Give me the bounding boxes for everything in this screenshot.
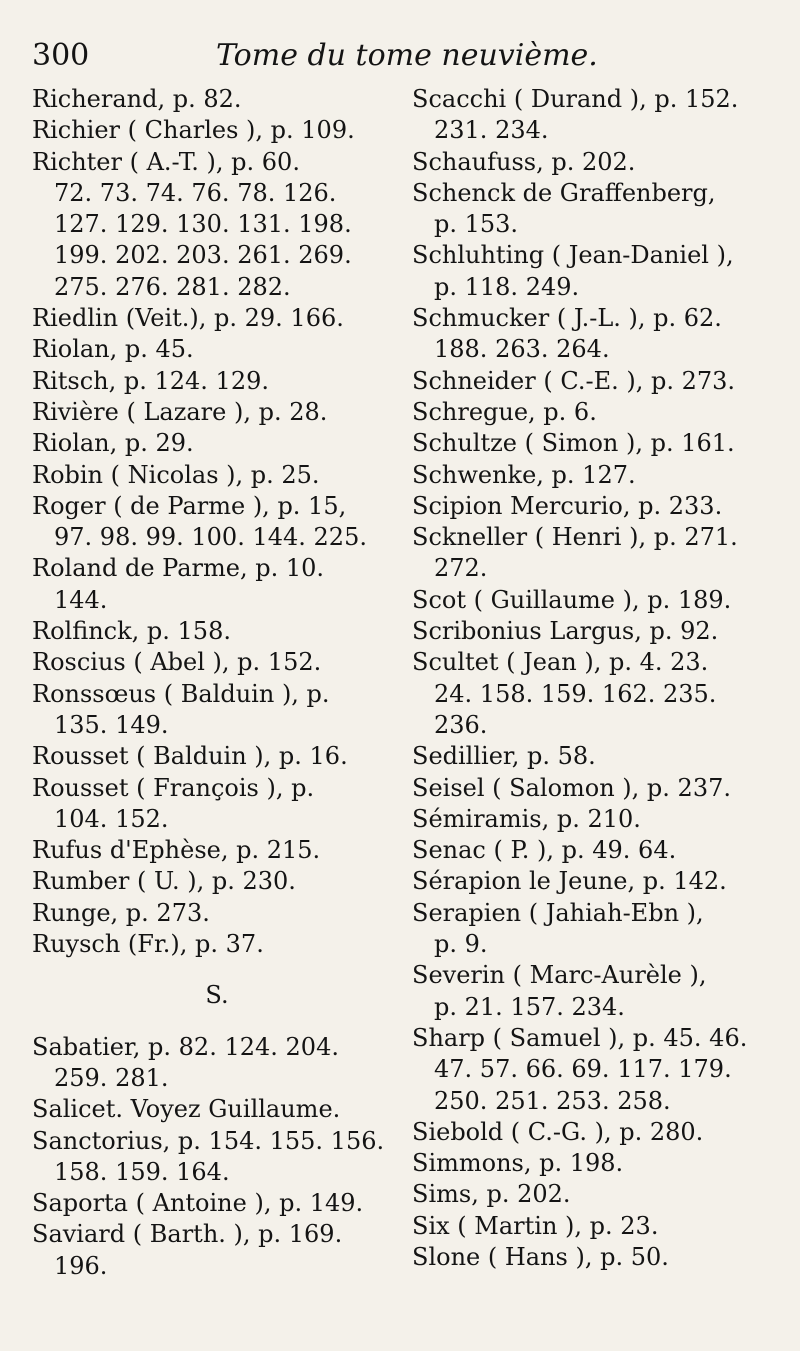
index-entry: Serapien ( Jahiah-Ebn ),: [412, 898, 704, 927]
index-entry: Richier ( Charles ), p. 109.: [32, 116, 355, 145]
index-entry: Rumber ( U. ), p. 230.: [32, 867, 296, 896]
index-entry: Richter ( A.-T. ), p. 60.: [32, 147, 300, 176]
index-entry: Sérapion le Jeune, p. 142.: [412, 867, 727, 896]
index-entry: Schluhting ( Jean-Daniel ),: [412, 241, 734, 270]
index-entry: Schenck de Graffenberg,: [412, 178, 716, 207]
index-entry: Schwenke, p. 127.: [412, 460, 636, 489]
index-entry: Ruysch (Fr.), p. 37.: [32, 930, 264, 959]
index-entry: Richerand, p. 82.: [32, 85, 242, 113]
right-column: [412, 84, 772, 1273]
section-spacer: [32, 1012, 402, 1032]
index-entry: Seisel ( Salomon ), p. 237.: [412, 773, 731, 802]
index-entry: Sims, p. 202.: [412, 1180, 571, 1209]
index-entry: Scultet ( Jean ), p. 4. 23.: [412, 648, 709, 677]
index-entry-continuation: 47. 57. 66. 69. 117. 179.: [434, 1055, 732, 1084]
index-entry: Schmucker ( J.-L. ), p. 62.: [412, 304, 722, 333]
index-entry-continuation: p. 9.: [434, 930, 488, 959]
index-entry: Roland de Parme, p. 10.: [32, 554, 325, 583]
index-entry-continuation: 196.: [54, 1251, 108, 1280]
index-entry: Simmons, p. 198.: [412, 1149, 624, 1178]
left-column: [32, 84, 402, 1282]
index-entry: Saviard ( Barth. ), p. 169.: [32, 1220, 343, 1249]
index-entry: Six ( Martin ), p. 23.: [412, 1211, 659, 1240]
index-entry-continuation: 250. 251. 253. 258.: [434, 1086, 671, 1115]
index-entry: Scacchi ( Durand ), p. 152.: [412, 85, 739, 113]
index-entry: Scribonius Largus, p. 92.: [412, 617, 719, 646]
index-entry: Sckneller ( Henri ), p. 271.: [412, 523, 738, 552]
index-entry: Saporta ( Antoine ), p. 149.: [32, 1189, 364, 1218]
index-entry: Roger ( de Parme ), p. 15,: [32, 491, 347, 520]
index-entry: Sanctorius, p. 154. 155. 156.: [32, 1126, 385, 1155]
index-entry-continuation: 72. 73. 74. 76. 78. 126.: [54, 178, 337, 207]
index-entry: Roscius ( Abel ), p. 152.: [32, 648, 322, 677]
index-entry: Scipion Mercurio, p. 233.: [412, 491, 723, 520]
index-entry-continuation: 199. 202. 203. 261. 269.: [54, 241, 352, 270]
index-entry-continuation: 127. 129. 130. 131. 198.: [54, 210, 352, 239]
index-entry-continuation: 158. 159. 164.: [54, 1157, 230, 1186]
index-entry: Sharp ( Samuel ), p. 45. 46.: [412, 1023, 748, 1052]
index-entry: Schaufuss, p. 202.: [412, 147, 636, 176]
index-entry: Sémiramis, p. 210.: [412, 804, 641, 833]
section-letter: S.: [205, 981, 229, 1010]
index-entry: Schregue, p. 6.: [412, 397, 597, 426]
index-entry: Salicet. Voyez Guillaume.: [32, 1095, 341, 1124]
index-entry: Schultze ( Simon ), p. 161.: [412, 429, 735, 458]
index-entry-continuation: 272.: [434, 554, 488, 583]
running-title: Tome du tome neuvième.: [216, 38, 598, 73]
index-entry-continuation: 144.: [54, 585, 108, 614]
index-entry-continuation: 104. 152.: [54, 804, 169, 833]
index-entry: Ronssœus ( Balduin ), p.: [32, 679, 330, 708]
index-entry-continuation: 236.: [434, 710, 488, 739]
index-entry: Scot ( Guillaume ), p. 189.: [412, 585, 732, 614]
index-entry: Riolan, p. 29.: [32, 429, 194, 458]
index-entry: Slone ( Hans ), p. 50.: [412, 1242, 669, 1271]
page-number: 300: [32, 38, 90, 73]
index-entry: Sedillier, p. 58.: [412, 742, 596, 771]
index-entry-continuation: 188. 263. 264.: [434, 335, 610, 364]
index-entry: Sabatier, p. 82. 124. 204.: [32, 1032, 339, 1061]
index-entry-continuation: 135. 149.: [54, 710, 169, 739]
index-entry: Schneider ( C.-E. ), p. 273.: [412, 366, 736, 395]
index-entry-continuation: 275. 276. 281. 282.: [54, 272, 291, 301]
index-entry: Rousset ( Balduin ), p. 16.: [32, 742, 348, 771]
index-entry: Rivière ( Lazare ), p. 28.: [32, 397, 328, 426]
section-spacer: [32, 960, 402, 980]
index-entry-continuation: 259. 281.: [54, 1063, 169, 1092]
index-entry-continuation: 97. 98. 99. 100. 144. 225.: [54, 523, 367, 552]
index-entry: Robin ( Nicolas ), p. 25.: [32, 460, 320, 489]
index-entry: Runge, p. 273.: [32, 898, 210, 927]
index-entry: Rolfinck, p. 158.: [32, 617, 231, 646]
index-entry: Senac ( P. ), p. 49. 64.: [412, 836, 677, 865]
index-entry: Rousset ( François ), p.: [32, 773, 315, 802]
page-header: [32, 38, 772, 78]
index-entry-continuation: p. 118. 249.: [434, 272, 580, 301]
index-entry: Siebold ( C.-G. ), p. 280.: [412, 1117, 704, 1146]
index-entry: Riolan, p. 45.: [32, 335, 194, 364]
index-entry-continuation: 231. 234.: [434, 116, 549, 145]
index-entry: Severin ( Marc-Aurèle ),: [412, 961, 707, 990]
index-entry-continuation: 24. 158. 159. 162. 235.: [434, 679, 717, 708]
index-entry: Riedlin (Veit.), p. 29. 166.: [32, 304, 344, 333]
index-entry-continuation: p. 153.: [434, 210, 519, 239]
index-entry-continuation: p. 21. 157. 234.: [434, 992, 625, 1021]
index-entry: Rufus d'Ephèse, p. 215.: [32, 836, 321, 865]
index-entry: Ritsch, p. 124. 129.: [32, 366, 269, 395]
